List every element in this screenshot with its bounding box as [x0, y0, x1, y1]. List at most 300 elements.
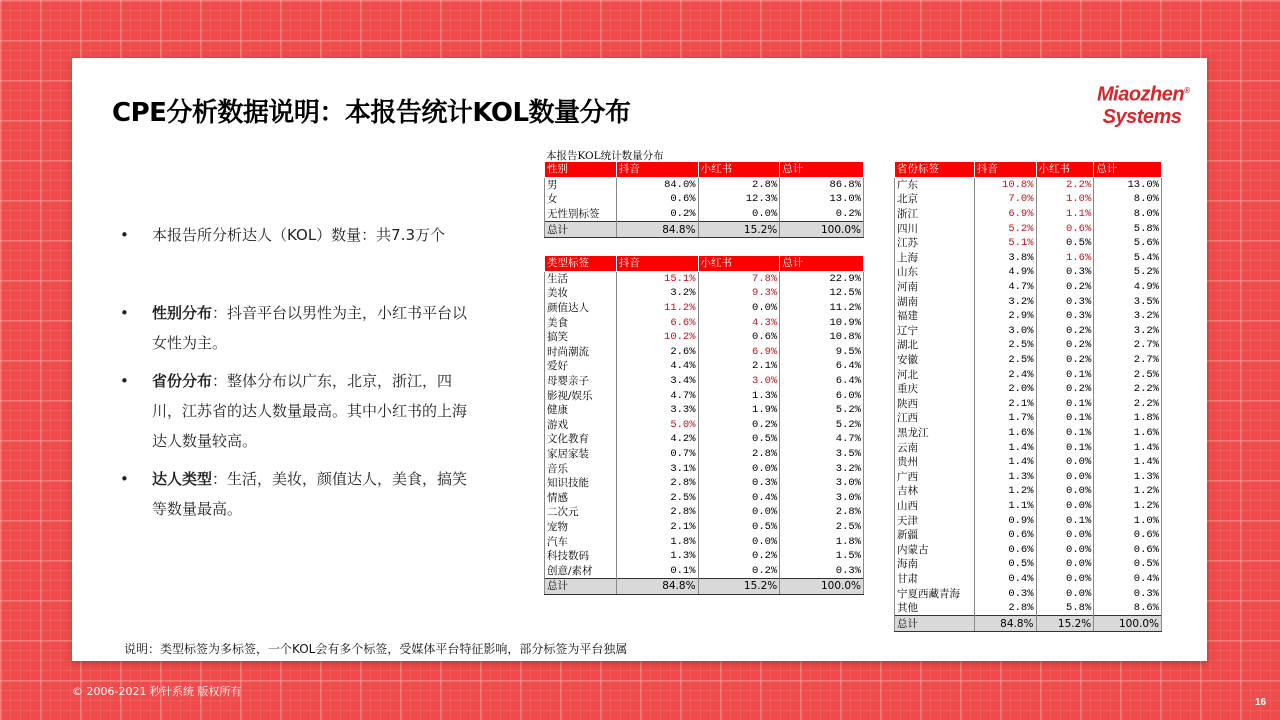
- cell-value: 0.2%: [698, 418, 780, 433]
- cell-value: 0.0%: [698, 505, 780, 520]
- cell-value: 0.4%: [1094, 572, 1162, 587]
- row-label: 云南: [895, 440, 975, 455]
- row-label: 贵州: [895, 455, 975, 470]
- column-header: 小红书: [1036, 162, 1094, 178]
- table-row: [545, 447, 864, 462]
- bullet-gender: • 性别分布：抖音平台以男性为主，小红书平台以女性为主。: [120, 298, 480, 358]
- table-row: [545, 330, 864, 345]
- cell-value: 6.4%: [780, 374, 864, 389]
- row-label: 黑龙江: [895, 426, 975, 441]
- row-label: 汽车: [545, 534, 617, 549]
- cell-value: 0.6%: [1036, 221, 1094, 236]
- total-value: 84.8%: [974, 616, 1036, 632]
- cell-value: 0.1%: [1036, 411, 1094, 426]
- row-label: 情感: [545, 491, 617, 506]
- row-label: 宁夏西藏青海: [895, 586, 975, 601]
- cell-value: 0.6%: [974, 542, 1036, 557]
- cell-value: 7.8%: [698, 271, 780, 286]
- cell-value: 3.2%: [1094, 324, 1162, 339]
- cell-value: 10.9%: [780, 315, 864, 330]
- cell-value: 0.0%: [1036, 557, 1094, 572]
- cell-value: 2.8%: [698, 177, 780, 192]
- cell-value: 2.1%: [974, 397, 1036, 412]
- table-row: [895, 265, 1162, 280]
- total-label: 总计: [545, 222, 617, 238]
- cell-value: 3.0%: [780, 476, 864, 491]
- cell-value: 0.5%: [1094, 557, 1162, 572]
- cell-value: 4.2%: [616, 432, 698, 447]
- cell-value: 0.0%: [1036, 528, 1094, 543]
- column-header: 总计: [780, 162, 864, 178]
- cell-value: 1.4%: [1094, 440, 1162, 455]
- column-header: 抖音: [616, 162, 698, 178]
- cell-value: 0.0%: [698, 301, 780, 316]
- cell-value: 0.2%: [1036, 353, 1094, 368]
- row-label: 母婴亲子: [545, 374, 617, 389]
- cell-value: 0.1%: [1036, 513, 1094, 528]
- total-value: 100.0%: [780, 579, 864, 595]
- cell-value: 10.8%: [974, 177, 1036, 192]
- cell-value: 3.0%: [698, 374, 780, 389]
- cell-value: 11.2%: [780, 301, 864, 316]
- cell-value: 0.4%: [974, 572, 1036, 587]
- row-label: 上海: [895, 251, 975, 266]
- cell-value: 0.1%: [1036, 397, 1094, 412]
- row-label: 科技数码: [545, 549, 617, 564]
- cell-value: 15.1%: [616, 271, 698, 286]
- row-label: 生活: [545, 271, 617, 286]
- cell-value: 2.1%: [698, 359, 780, 374]
- total-value: 84.8%: [616, 222, 698, 238]
- cell-value: 2.5%: [974, 338, 1036, 353]
- bullet-dot: •: [120, 470, 129, 488]
- cell-value: 0.0%: [1036, 542, 1094, 557]
- cell-value: 3.8%: [974, 251, 1036, 266]
- cell-value: 2.2%: [1094, 382, 1162, 397]
- table-row: [545, 374, 864, 389]
- cell-value: 1.0%: [1036, 192, 1094, 207]
- cell-value: 0.0%: [1036, 469, 1094, 484]
- cell-value: 5.0%: [616, 418, 698, 433]
- table-row: [895, 367, 1162, 382]
- cell-value: 1.8%: [616, 534, 698, 549]
- cell-value: 0.3%: [1036, 309, 1094, 324]
- cell-value: 2.1%: [616, 520, 698, 535]
- cell-value: 5.6%: [1094, 236, 1162, 251]
- table-row: [545, 432, 864, 447]
- cell-value: 4.9%: [974, 265, 1036, 280]
- table-row: [895, 280, 1162, 295]
- total-value: 15.2%: [1036, 616, 1094, 632]
- cell-value: 2.8%: [974, 601, 1036, 616]
- cell-value: 0.0%: [698, 534, 780, 549]
- cell-value: 2.5%: [780, 520, 864, 535]
- cell-value: 13.0%: [780, 192, 864, 207]
- table-row: [545, 534, 864, 549]
- table-row: [895, 586, 1162, 601]
- cell-value: 0.1%: [616, 563, 698, 578]
- table-row: [545, 207, 864, 222]
- cell-value: 5.8%: [1094, 221, 1162, 236]
- cell-value: 6.9%: [698, 345, 780, 360]
- table-row: [545, 461, 864, 476]
- total-value: 15.2%: [698, 222, 780, 238]
- table-row: [545, 388, 864, 403]
- cell-value: 0.1%: [1036, 367, 1094, 382]
- cell-value: 0.0%: [1036, 484, 1094, 499]
- cell-value: 0.7%: [616, 447, 698, 462]
- table-header-row: [545, 256, 864, 272]
- cell-value: 4.4%: [616, 359, 698, 374]
- table-row: [545, 563, 864, 578]
- table-row: [895, 484, 1162, 499]
- cell-value: 0.9%: [974, 513, 1036, 528]
- row-label: 二次元: [545, 505, 617, 520]
- cell-value: 3.5%: [1094, 294, 1162, 309]
- cell-value: 0.3%: [1036, 294, 1094, 309]
- row-label: 山东: [895, 265, 975, 280]
- cell-value: 0.5%: [974, 557, 1036, 572]
- cell-value: 2.7%: [1094, 338, 1162, 353]
- cell-value: 12.3%: [698, 192, 780, 207]
- cell-value: 0.3%: [780, 563, 864, 578]
- table-row: [895, 426, 1162, 441]
- row-label: 音乐: [545, 461, 617, 476]
- row-label: 陕西: [895, 397, 975, 412]
- column-header: 抖音: [616, 256, 698, 272]
- cell-value: 10.2%: [616, 330, 698, 345]
- cell-value: 1.2%: [1094, 499, 1162, 514]
- total-label: 总计: [895, 616, 975, 632]
- cell-value: 84.0%: [616, 177, 698, 192]
- cell-value: 4.7%: [974, 280, 1036, 295]
- province-table: [894, 161, 1162, 632]
- cell-value: 22.9%: [780, 271, 864, 286]
- cell-value: 86.8%: [780, 177, 864, 192]
- row-label: 知识技能: [545, 476, 617, 491]
- cell-value: 1.6%: [974, 426, 1036, 441]
- table-row: [895, 309, 1162, 324]
- row-label: 天津: [895, 513, 975, 528]
- row-label: 男: [545, 177, 617, 192]
- table-row: [895, 353, 1162, 368]
- page-title: CPE分析数据说明：本报告统计KOL数量分布: [112, 98, 631, 128]
- table-row: [895, 455, 1162, 470]
- cell-value: 0.5%: [698, 520, 780, 535]
- copyright: © 2006-2021 秒针系统 版权所有: [72, 685, 242, 698]
- page-number: 16: [1255, 697, 1267, 708]
- total-row: [545, 579, 864, 595]
- cell-value: 10.8%: [780, 330, 864, 345]
- bullet-kol-count: • 本报告所分析达人（KOL）数量：共7.3万个: [120, 220, 480, 250]
- table-row: [545, 549, 864, 564]
- cell-value: 0.2%: [1036, 338, 1094, 353]
- table-row: [895, 324, 1162, 339]
- row-label: 广西: [895, 469, 975, 484]
- table-row: [545, 403, 864, 418]
- table-row: [895, 557, 1162, 572]
- cell-value: 0.2%: [1036, 382, 1094, 397]
- cell-value: 0.6%: [616, 192, 698, 207]
- table-row: [895, 513, 1162, 528]
- row-label: 湖北: [895, 338, 975, 353]
- row-label: 美妆: [545, 286, 617, 301]
- bullet-dot: •: [120, 372, 129, 390]
- cell-value: 2.8%: [616, 476, 698, 491]
- cell-value: 1.8%: [780, 534, 864, 549]
- table-row: [545, 359, 864, 374]
- bullet-dot: •: [120, 226, 129, 244]
- cell-value: 0.0%: [1036, 499, 1094, 514]
- table-row: [895, 338, 1162, 353]
- row-label: 颜值达人: [545, 301, 617, 316]
- cell-value: 0.1%: [1036, 440, 1094, 455]
- row-label: 女: [545, 192, 617, 207]
- table-row: [545, 286, 864, 301]
- table-row: [545, 505, 864, 520]
- table-row: [895, 572, 1162, 587]
- cell-value: 6.4%: [780, 359, 864, 374]
- column-header: 总计: [780, 256, 864, 272]
- table-row: [895, 207, 1162, 222]
- cell-value: 1.1%: [1036, 207, 1094, 222]
- cell-value: 5.2%: [780, 418, 864, 433]
- cell-value: 3.3%: [616, 403, 698, 418]
- row-label: 重庆: [895, 382, 975, 397]
- table-row: [545, 476, 864, 491]
- cell-value: 1.7%: [974, 411, 1036, 426]
- table-row: [895, 251, 1162, 266]
- table-row: [895, 542, 1162, 557]
- table-header-row: [545, 162, 864, 178]
- cell-value: 2.2%: [1036, 177, 1094, 192]
- cell-value: 0.0%: [1036, 572, 1094, 587]
- total-row: [545, 222, 864, 238]
- row-label: 文化教育: [545, 432, 617, 447]
- table-header-row: [895, 162, 1162, 178]
- cell-value: 0.6%: [1094, 542, 1162, 557]
- cell-value: 0.2%: [1036, 324, 1094, 339]
- cell-value: 5.2%: [780, 403, 864, 418]
- table-row: [895, 221, 1162, 236]
- row-label: 广东: [895, 177, 975, 192]
- table-row: [545, 418, 864, 433]
- cell-value: 0.0%: [1036, 586, 1094, 601]
- cell-value: 1.3%: [616, 549, 698, 564]
- table-row: [545, 192, 864, 207]
- row-label: 湖南: [895, 294, 975, 309]
- cell-value: 9.3%: [698, 286, 780, 301]
- cell-value: 0.0%: [1036, 455, 1094, 470]
- column-header: 性别: [545, 162, 617, 178]
- total-label: 总计: [545, 579, 617, 595]
- cell-value: 3.0%: [780, 491, 864, 506]
- table-row: [895, 177, 1162, 192]
- cell-value: 2.5%: [1094, 367, 1162, 382]
- cell-value: 2.8%: [698, 447, 780, 462]
- cell-value: 0.5%: [698, 432, 780, 447]
- cell-value: 2.2%: [1094, 397, 1162, 412]
- cell-value: 2.7%: [1094, 353, 1162, 368]
- cell-value: 2.8%: [616, 505, 698, 520]
- cell-value: 0.2%: [1036, 280, 1094, 295]
- cell-value: 1.3%: [974, 469, 1036, 484]
- row-label: 其他: [895, 601, 975, 616]
- row-label: 甘肃: [895, 572, 975, 587]
- row-label: 江西: [895, 411, 975, 426]
- bullet-province: • 省份分布：整体分布以广东，北京，浙江，四川，江苏省的达人数量最高。其中小红书的上海达人数量较高。: [120, 366, 480, 456]
- table-row: [545, 315, 864, 330]
- cell-value: 3.5%: [780, 447, 864, 462]
- cell-value: 4.7%: [616, 388, 698, 403]
- cell-value: 0.1%: [1036, 426, 1094, 441]
- row-label: 浙江: [895, 207, 975, 222]
- row-label: 宠物: [545, 520, 617, 535]
- cell-value: 5.8%: [1036, 601, 1094, 616]
- bullet-type: • 达人类型：生活，美妆，颜值达人，美食，搞笑等数量最高。: [120, 464, 480, 524]
- total-value: 100.0%: [780, 222, 864, 238]
- row-label: 搞笑: [545, 330, 617, 345]
- cell-value: 6.6%: [616, 315, 698, 330]
- cell-value: 7.0%: [974, 192, 1036, 207]
- cell-value: 1.3%: [1094, 469, 1162, 484]
- table-row: [895, 294, 1162, 309]
- cell-value: 0.3%: [698, 476, 780, 491]
- row-label: 健康: [545, 403, 617, 418]
- column-header: 小红书: [698, 256, 780, 272]
- cell-value: 1.6%: [1036, 251, 1094, 266]
- row-label: 福建: [895, 309, 975, 324]
- cell-value: 0.3%: [974, 586, 1036, 601]
- row-label: 无性别标签: [545, 207, 617, 222]
- row-label: 江苏: [895, 236, 975, 251]
- table-row: [895, 440, 1162, 455]
- column-header: 省份标签: [895, 162, 975, 178]
- table-row: [895, 382, 1162, 397]
- table-row: [895, 411, 1162, 426]
- cell-value: 1.5%: [780, 549, 864, 564]
- row-label: 新疆: [895, 528, 975, 543]
- cell-value: 9.5%: [780, 345, 864, 360]
- total-value: 84.8%: [616, 579, 698, 595]
- type-table: [544, 255, 864, 595]
- row-label: 影视/娱乐: [545, 388, 617, 403]
- cell-value: 2.5%: [616, 491, 698, 506]
- column-header: 总计: [1094, 162, 1162, 178]
- cell-value: 0.3%: [1094, 586, 1162, 601]
- cell-value: 1.6%: [1094, 426, 1162, 441]
- cell-value: 3.2%: [1094, 309, 1162, 324]
- cell-value: 2.0%: [974, 382, 1036, 397]
- total-value: 15.2%: [698, 579, 780, 595]
- column-header: 类型标签: [545, 256, 617, 272]
- table-row: [895, 499, 1162, 514]
- cell-value: 5.2%: [1094, 265, 1162, 280]
- cell-value: 1.4%: [974, 455, 1036, 470]
- cell-value: 2.6%: [616, 345, 698, 360]
- cell-value: 5.2%: [974, 221, 1036, 236]
- cell-value: 1.8%: [1094, 411, 1162, 426]
- total-value: 100.0%: [1094, 616, 1162, 632]
- row-label: 辽宁: [895, 324, 975, 339]
- row-label: 安徽: [895, 353, 975, 368]
- row-label: 时尚潮流: [545, 345, 617, 360]
- table-row: [895, 397, 1162, 412]
- gender-table: [544, 161, 864, 238]
- cell-value: 3.1%: [616, 461, 698, 476]
- table-row: [545, 520, 864, 535]
- cell-value: 3.4%: [616, 374, 698, 389]
- cell-value: 0.2%: [698, 563, 780, 578]
- cell-value: 11.2%: [616, 301, 698, 316]
- table-row: [545, 345, 864, 360]
- cell-value: 0.6%: [974, 528, 1036, 543]
- row-label: 河北: [895, 367, 975, 382]
- cell-value: 1.2%: [974, 484, 1036, 499]
- cell-value: 1.1%: [974, 499, 1036, 514]
- cell-value: 6.9%: [974, 207, 1036, 222]
- table-row: [895, 236, 1162, 251]
- table-row: [545, 177, 864, 192]
- cell-value: 0.3%: [1036, 265, 1094, 280]
- cell-value: 3.2%: [974, 294, 1036, 309]
- bullet-list: [120, 220, 480, 524]
- cell-value: 2.4%: [974, 367, 1036, 382]
- cell-value: 3.0%: [974, 324, 1036, 339]
- cell-value: 4.7%: [780, 432, 864, 447]
- row-label: 家居家装: [545, 447, 617, 462]
- cell-value: 4.3%: [698, 315, 780, 330]
- cell-value: 3.2%: [616, 286, 698, 301]
- cell-value: 0.0%: [698, 461, 780, 476]
- column-header: 抖音: [974, 162, 1036, 178]
- table-row: [895, 601, 1162, 616]
- cell-value: 0.2%: [780, 207, 864, 222]
- cell-value: 0.2%: [616, 207, 698, 222]
- cell-value: 0.6%: [698, 330, 780, 345]
- row-label: 游戏: [545, 418, 617, 433]
- row-label: 山西: [895, 499, 975, 514]
- cell-value: 4.9%: [1094, 280, 1162, 295]
- cell-value: 1.2%: [1094, 484, 1162, 499]
- table-row: [545, 301, 864, 316]
- row-label: 河南: [895, 280, 975, 295]
- cell-value: 0.2%: [698, 549, 780, 564]
- table-row: [895, 469, 1162, 484]
- cell-value: 8.6%: [1094, 601, 1162, 616]
- cell-value: 13.0%: [1094, 177, 1162, 192]
- row-label: 四川: [895, 221, 975, 236]
- cell-value: 8.0%: [1094, 192, 1162, 207]
- cell-value: 0.5%: [1036, 236, 1094, 251]
- table-row: [895, 192, 1162, 207]
- cell-value: 12.5%: [780, 286, 864, 301]
- row-label: 爱好: [545, 359, 617, 374]
- row-label: 北京: [895, 192, 975, 207]
- row-label: 创意/素材: [545, 563, 617, 578]
- cell-value: 1.9%: [698, 403, 780, 418]
- row-label: 吉林: [895, 484, 975, 499]
- bullet-dot: •: [120, 304, 129, 322]
- cell-value: 1.4%: [974, 440, 1036, 455]
- cell-value: 5.4%: [1094, 251, 1162, 266]
- row-label: 美食: [545, 315, 617, 330]
- cell-value: 3.2%: [780, 461, 864, 476]
- miaozhen-logo: Miaozhen® Systems: [1097, 83, 1190, 128]
- table-row: [545, 491, 864, 506]
- table-caption: 本报告KOL统计数量分布: [546, 150, 664, 162]
- cell-value: 2.5%: [974, 353, 1036, 368]
